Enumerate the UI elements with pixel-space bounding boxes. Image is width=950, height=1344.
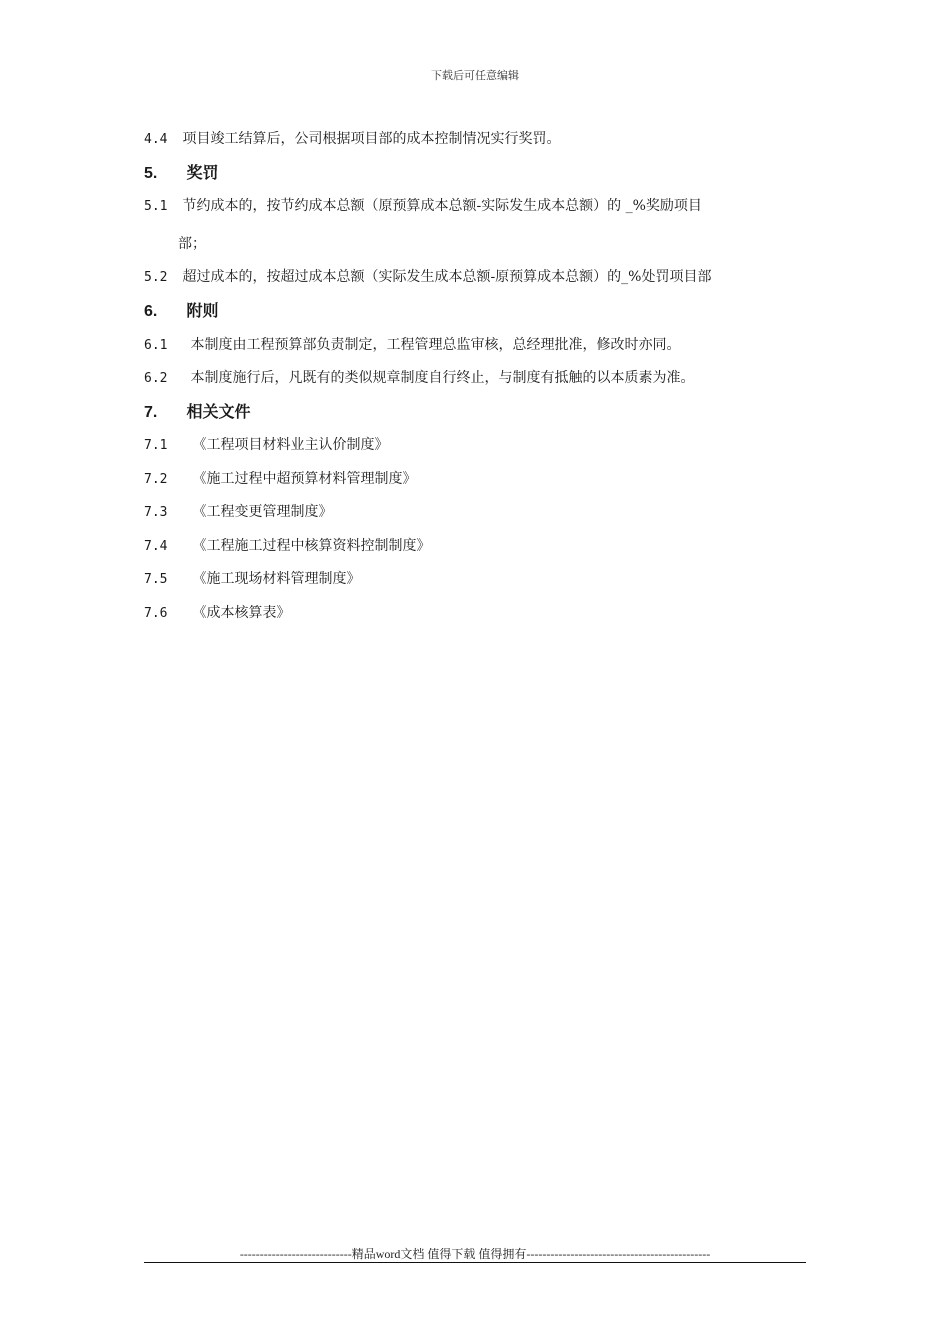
- section-number: 7.: [144, 404, 158, 421]
- clause-number: 6.2: [144, 371, 168, 386]
- section-number: 6.: [144, 303, 158, 320]
- section-heading-5: [144, 160, 218, 183]
- clause-text: 本制度施行后，凡既有的类似规章制度自行终止，与制度有抵触的以本质素为准。: [190, 370, 695, 386]
- clause-text: 《工程变更管理制度》: [192, 504, 333, 520]
- clause-4-4: [144, 128, 560, 148]
- clause-number: 5.1: [144, 199, 168, 214]
- clause-5-1-continuation: 部；: [178, 236, 206, 252]
- clause-number: 7.1: [144, 438, 168, 453]
- section-heading-6: [144, 298, 218, 321]
- clause-7-4: [144, 535, 430, 555]
- clause-number: 5.2: [144, 270, 168, 285]
- clause-text: 《施工现场材料管理制度》: [192, 571, 361, 587]
- clause-text: 《工程项目材料业主认价制度》: [192, 437, 389, 453]
- clause-number: 4.4: [144, 132, 168, 147]
- clause-7-6: [144, 602, 290, 622]
- clause-text: 项目竣工结算后，公司根据项目部的成本控制情况实行奖罚。: [182, 131, 561, 147]
- section-title: 奖罚: [186, 165, 219, 182]
- clause-7-2: [144, 468, 416, 488]
- section-title: 相关文件: [186, 404, 251, 421]
- clause-7-1: [144, 434, 388, 454]
- page-footer: ----------------------------精品word文档 值得下载 值得拥有----------------------------------------------: [239, 1247, 711, 1261]
- clause-number: 7.6: [144, 606, 168, 621]
- clause-5-1: [144, 195, 702, 215]
- footer-rule: [144, 1262, 806, 1263]
- clause-number: 7.3: [144, 505, 168, 520]
- page-header: 下载后可任意编辑: [431, 69, 519, 82]
- clause-text: 超过成本的，按超过成本总额（实际发生成本总额-原预算成本总额）的_%处罚项目部: [182, 269, 712, 285]
- clause-number: 7.2: [144, 472, 168, 487]
- clause-text: 《成本核算表》: [192, 605, 291, 621]
- section-number: 5.: [144, 165, 158, 182]
- clause-text: 《工程施工过程中核算资料控制制度》: [192, 538, 431, 554]
- clause-6-2: [144, 367, 694, 387]
- clause-number: 7.4: [144, 539, 168, 554]
- clause-7-5: [144, 568, 360, 588]
- section-title: 附则: [186, 303, 219, 320]
- clause-7-3: [144, 501, 332, 521]
- section-heading-7: [144, 399, 250, 422]
- clause-6-1: [144, 334, 680, 354]
- clause-text: 《施工过程中超预算材料管理制度》: [192, 471, 417, 487]
- clause-5-2: [144, 266, 711, 286]
- clause-text: 节约成本的，按节约成本总额（原预算成本总额-实际发生成本总额）的 _%奖励项目: [182, 198, 702, 214]
- clause-number: 7.5: [144, 572, 168, 587]
- clause-number: 6.1: [144, 338, 168, 353]
- clause-text: 本制度由工程预算部负责制定，工程管理总监审核，总经理批准，修改时亦同。: [190, 337, 681, 353]
